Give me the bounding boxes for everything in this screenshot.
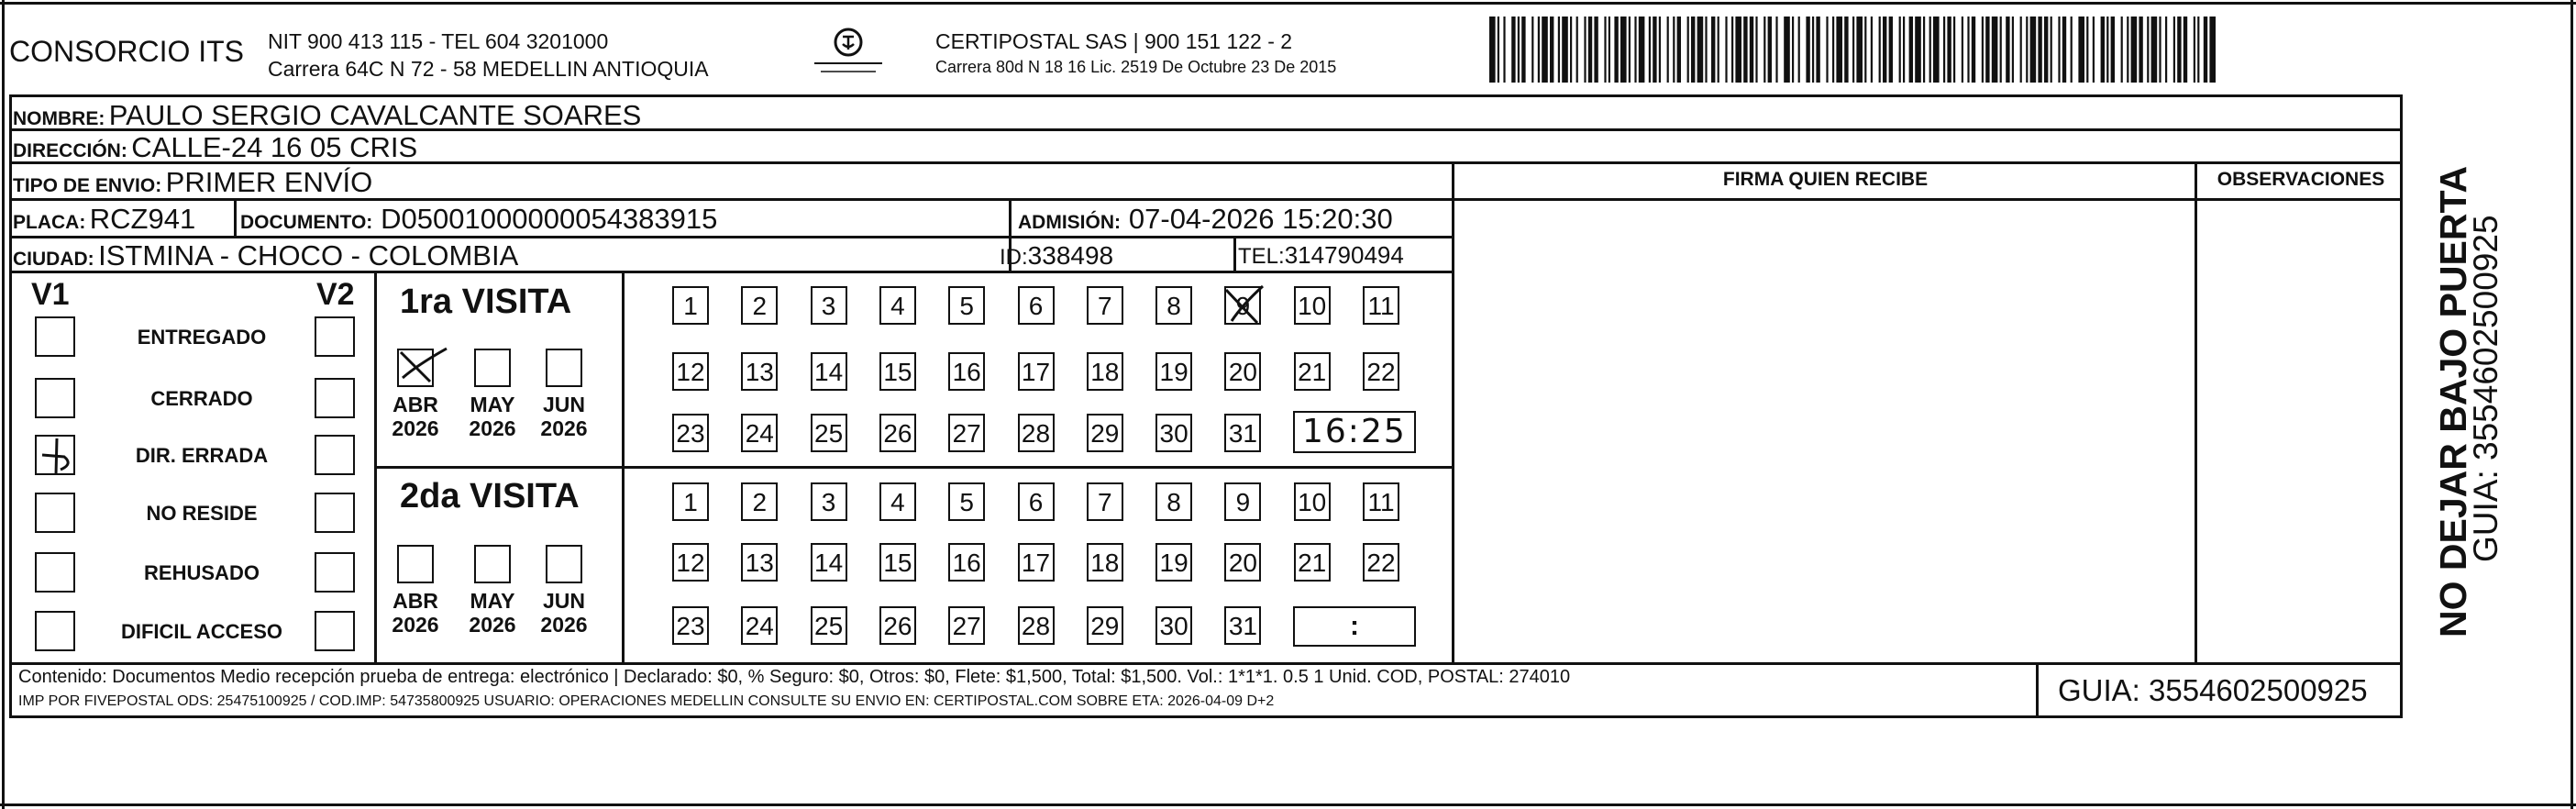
bottom-edge <box>0 803 2576 806</box>
day-box[interactable] <box>1224 414 1261 452</box>
day-number: 28 <box>1021 419 1051 448</box>
day-box[interactable] <box>1018 414 1055 452</box>
visit1-time-box[interactable] <box>1293 411 1416 453</box>
observaciones-left-line <box>2195 161 2197 662</box>
day-box[interactable] <box>811 482 847 521</box>
day-number: 26 <box>883 612 912 640</box>
day-number: 12 <box>676 358 705 386</box>
day-box[interactable] <box>948 606 985 645</box>
month-label <box>465 393 520 440</box>
left-edge <box>2 0 5 809</box>
day-box[interactable] <box>741 482 778 521</box>
tel-value: 314790494 <box>1284 241 1404 269</box>
day-number: 18 <box>1090 549 1120 577</box>
day-number: 30 <box>1159 612 1188 640</box>
day-number: 17 <box>1021 549 1051 577</box>
day-box[interactable] <box>741 414 778 452</box>
carrier-name: CERTIPOSTAL SAS | 900 151 122 - 2 <box>935 29 1293 53</box>
visit1-title: 1ra VISITA <box>400 283 572 321</box>
v2-checkbox[interactable] <box>315 552 355 593</box>
day-number: 9 <box>1235 292 1251 320</box>
day-number: 29 <box>1090 612 1120 640</box>
nombre-row <box>13 99 641 132</box>
day-number: 25 <box>814 419 844 448</box>
v2-checkbox[interactable] <box>315 378 355 418</box>
handwritten-mark-icon <box>37 437 77 477</box>
day-number: 4 <box>890 292 905 320</box>
documento-label: DOCUMENTO: <box>240 212 373 233</box>
tipo-label: TIPO DE ENVIO: <box>13 175 162 196</box>
day-number: 19 <box>1159 549 1188 577</box>
day-box[interactable] <box>741 286 778 325</box>
day-number: 22 <box>1366 549 1396 577</box>
day-number: 10 <box>1298 292 1327 320</box>
month-name: JUN <box>542 589 585 613</box>
day-box[interactable] <box>879 482 916 521</box>
footer-guia-divider <box>2036 662 2039 717</box>
day-box[interactable] <box>811 543 847 582</box>
day-number: 12 <box>676 549 705 577</box>
day-number: 29 <box>1090 419 1120 448</box>
day-number: 3 <box>821 488 836 516</box>
day-number: 24 <box>745 612 774 640</box>
day-number: 20 <box>1228 549 1257 577</box>
day-box[interactable] <box>1363 352 1399 391</box>
day-number: 16 <box>952 358 981 386</box>
month-year: 2026 <box>540 613 588 637</box>
v2-checkbox[interactable] <box>315 611 355 651</box>
day-number: 27 <box>952 612 981 640</box>
placa-value: RCZ941 <box>89 203 196 235</box>
barcode <box>1486 17 2219 83</box>
footer-line <box>9 662 2403 665</box>
day-number: 8 <box>1166 488 1181 516</box>
day-number: 30 <box>1159 419 1188 448</box>
month-year: 2026 <box>469 416 516 440</box>
month-year: 2026 <box>540 416 588 440</box>
barcode-graphic <box>1486 17 2219 83</box>
company-address: Carrera 64C N 72 - 58 MEDELLIN ANTIOQUIA <box>268 57 709 81</box>
visit2-title: 2da VISITA <box>400 477 580 515</box>
visit-divider <box>374 466 1454 469</box>
month-name: MAY <box>470 393 515 416</box>
ciudad-label: CIUDAD: <box>13 249 94 270</box>
day-box[interactable] <box>1155 286 1192 325</box>
top-edge <box>0 2 2576 5</box>
day-box[interactable] <box>1155 543 1192 582</box>
day-number: 1 <box>683 488 698 516</box>
day-number: 4 <box>890 488 905 516</box>
documento-value: D050010000000543839​15 <box>381 203 718 235</box>
id-row <box>1000 241 1113 271</box>
day-box[interactable] <box>948 414 985 452</box>
day-box[interactable] <box>1018 482 1055 521</box>
day-box[interactable] <box>1155 482 1192 521</box>
day-number: 18 <box>1090 358 1120 386</box>
day-box[interactable] <box>672 286 709 325</box>
day-box[interactable] <box>811 352 847 391</box>
footer-imp: IMP POR FIVEPOSTAL ODS: 25475100925 / COD.IMP: 54735800925 USUARIO: OPERACIONES MEDELLIN CONSULTE SU ENVIO EN: CERTIPOSTAL.COM SOBRE ETA: 2026-04-09 D+2 <box>18 693 1275 709</box>
day-box[interactable] <box>948 352 985 391</box>
day-box[interactable] <box>1224 352 1261 391</box>
v1-checkbox[interactable] <box>35 493 75 533</box>
day-box[interactable] <box>1155 606 1192 645</box>
admision-row <box>1018 203 1393 236</box>
status-label: REHUSADO <box>144 561 260 584</box>
no-dejar-bajo-puerta: NO DEJAR BAJO PUERTA <box>2432 165 2474 637</box>
day-number: 13 <box>745 358 774 386</box>
firma-header-text: FIRMA QUIEN RECIBE <box>1722 169 1929 190</box>
day-box[interactable] <box>879 352 916 391</box>
day-number: 1 <box>683 292 698 320</box>
month-label <box>536 589 591 637</box>
month-year: 2026 <box>392 613 439 637</box>
day-box[interactable] <box>948 543 985 582</box>
day-number: 28 <box>1021 612 1051 640</box>
placa-divider <box>234 198 237 237</box>
right-edge <box>2570 0 2573 809</box>
day-box[interactable] <box>1087 606 1123 645</box>
nombre-label: NOMBRE: <box>13 108 105 129</box>
day-box[interactable] <box>672 543 709 582</box>
day-box[interactable] <box>1018 543 1055 582</box>
day-number: 25 <box>814 612 844 640</box>
day-number: 5 <box>959 292 974 320</box>
day-number: 23 <box>676 612 705 640</box>
day-box[interactable] <box>1294 482 1331 521</box>
day-number: 11 <box>1367 488 1395 516</box>
month-label <box>388 589 443 637</box>
status-label: ENTREGADO <box>137 326 267 349</box>
status-label: CERRADO <box>150 387 253 410</box>
carrier-logo-icon <box>807 24 890 79</box>
day-box[interactable] <box>1155 352 1192 391</box>
day-box[interactable] <box>1018 352 1055 391</box>
row-line-4 <box>9 236 1454 238</box>
day-box[interactable] <box>741 543 778 582</box>
day-box[interactable] <box>879 414 916 452</box>
day-number: 8 <box>1166 292 1181 320</box>
status-label: DIR. ERRADA <box>135 444 269 467</box>
month-name: JUN <box>542 393 585 416</box>
day-number: 31 <box>1228 612 1257 640</box>
day-number: 16 <box>952 549 981 577</box>
day-number: 7 <box>1098 488 1112 516</box>
day-number: 3 <box>821 292 836 320</box>
day-box[interactable] <box>879 543 916 582</box>
day-number: 14 <box>814 358 844 386</box>
day-box[interactable] <box>1087 482 1123 521</box>
day-box[interactable] <box>811 606 847 645</box>
tel-row <box>1238 241 1404 270</box>
day-number: 10 <box>1298 488 1327 516</box>
day-number: 15 <box>883 549 912 577</box>
placa-row <box>13 203 195 236</box>
day-box[interactable] <box>741 606 778 645</box>
tipo-value: PRIMER ENVÍO <box>165 166 373 198</box>
nombre-value: PAULO SERGIO CAVALCANTE SOARES <box>108 99 642 131</box>
day-box[interactable] <box>1224 286 1261 325</box>
documento-row <box>240 203 717 236</box>
day-number: 14 <box>814 549 844 577</box>
v1-checkbox[interactable] <box>35 435 75 475</box>
day-box[interactable] <box>1294 543 1331 582</box>
day-box[interactable] <box>1294 286 1331 325</box>
day-number: 17 <box>1021 358 1051 386</box>
day-box[interactable] <box>879 606 916 645</box>
direccion-label: DIRECCIÓN: <box>13 140 127 161</box>
day-number: 6 <box>1028 292 1044 320</box>
v1-checkbox[interactable] <box>35 378 75 418</box>
firma-header <box>1456 169 2195 191</box>
day-number: 13 <box>745 549 774 577</box>
month-name: ABR <box>392 589 438 613</box>
month-checkbox[interactable] <box>397 349 434 387</box>
day-box[interactable] <box>741 352 778 391</box>
handwritten-x-icon <box>397 345 452 383</box>
day-number: 22 <box>1366 358 1396 386</box>
day-box[interactable] <box>672 414 709 452</box>
placa-label: PLACA: <box>13 212 86 233</box>
tel-divider <box>1233 236 1236 271</box>
month-label <box>388 393 443 440</box>
day-number: 31 <box>1228 419 1257 448</box>
day-number: 27 <box>952 419 981 448</box>
day-number: 20 <box>1228 358 1257 386</box>
day-box[interactable] <box>672 606 709 645</box>
direccion-value: CALLE-24 16 05 CRIS <box>131 131 418 163</box>
company-name: CONSORCIO ITS <box>9 35 245 68</box>
carrier-license: Carrera 80d N 18 16 Lic. 2519 De Octubre 23 De 2015 <box>935 58 1337 76</box>
day-number: 15 <box>883 358 912 386</box>
day-box[interactable] <box>1363 482 1399 521</box>
month-label <box>465 589 520 637</box>
day-number: 6 <box>1028 488 1044 516</box>
day-box[interactable] <box>1363 543 1399 582</box>
day-box[interactable] <box>1018 286 1055 325</box>
day-box[interactable] <box>1294 352 1331 391</box>
observaciones-header-text: OBSERVACIONES <box>2217 169 2385 190</box>
visit2-time-box[interactable] <box>1293 606 1416 647</box>
day-box[interactable] <box>948 286 985 325</box>
month-year: 2026 <box>392 416 439 440</box>
day-number: 9 <box>1235 488 1251 516</box>
side-guia: GUIA: 3554602500925 <box>2467 215 2504 562</box>
v2-checkbox[interactable] <box>315 435 355 475</box>
admision-value: 07-04-2026 15:20:30 <box>1128 203 1393 235</box>
status-label: DIFICIL ACCESO <box>120 620 282 643</box>
day-number: 19 <box>1159 358 1188 386</box>
day-box[interactable] <box>811 286 847 325</box>
day-box[interactable] <box>1363 286 1399 325</box>
day-number: 21 <box>1298 549 1327 577</box>
day-box[interactable] <box>1087 543 1123 582</box>
day-number: 21 <box>1298 358 1327 386</box>
handwritten-x-icon <box>1221 281 1270 340</box>
side-text-block <box>2408 115 2504 637</box>
day-box[interactable] <box>1087 414 1123 452</box>
day-box[interactable] <box>1224 482 1261 521</box>
visit2-time: : <box>1350 611 1359 641</box>
month-checkbox[interactable] <box>546 349 582 387</box>
day-box[interactable] <box>1018 606 1055 645</box>
day-number: 2 <box>752 488 768 516</box>
visit1-time: 16:25 <box>1302 413 1407 450</box>
v1-checkbox[interactable] <box>35 611 75 651</box>
day-number: 24 <box>745 419 774 448</box>
month-checkbox[interactable] <box>546 545 582 583</box>
ciudad-value: ISTMINA - CHOCO - COLOMBIA <box>98 239 519 272</box>
month-year: 2026 <box>469 613 516 637</box>
month-checkbox[interactable] <box>474 349 511 387</box>
direccion-row <box>13 131 417 164</box>
day-box[interactable] <box>1087 352 1123 391</box>
day-number: 23 <box>676 419 705 448</box>
v2-label: V2 <box>316 277 355 312</box>
day-box[interactable] <box>1224 543 1261 582</box>
v1-checkbox[interactable] <box>35 316 75 357</box>
observaciones-header <box>2199 169 2403 191</box>
month-name: ABR <box>392 393 438 416</box>
month-checkbox[interactable] <box>397 545 434 583</box>
v1-checkbox[interactable] <box>35 552 75 593</box>
v2-checkbox[interactable] <box>315 493 355 533</box>
footer-guia: GUIA: 3554602500925 <box>2058 673 2368 707</box>
day-box[interactable] <box>948 482 985 521</box>
company-nit: NIT 900 413 115 - TEL 604 3201000 <box>268 29 609 53</box>
day-box[interactable] <box>1155 414 1192 452</box>
admision-label: ADMISIÓN: <box>1018 212 1121 233</box>
id-label: ID: <box>1000 245 1028 270</box>
day-box[interactable] <box>672 482 709 521</box>
status-label: NO RESIDE <box>146 502 258 525</box>
day-box[interactable] <box>1087 286 1123 325</box>
id-value: 338498 <box>1027 241 1114 270</box>
day-box[interactable] <box>879 286 916 325</box>
day-number: 11 <box>1367 292 1395 320</box>
v1-label: V1 <box>31 277 70 312</box>
day-number: 5 <box>959 488 974 516</box>
tel-label: TEL: <box>1238 244 1285 269</box>
month-name: MAY <box>470 589 515 613</box>
v2-checkbox[interactable] <box>315 316 355 357</box>
carrier-logo <box>807 24 890 79</box>
day-box[interactable] <box>672 352 709 391</box>
footer-content: Contenido: Documentos Medio recepción prueba de entrega: electrónico | Declarado: $0, % Seguro: $0, Otros: $0, Flete: $1,500, Total: $1,500. Vol.: 1*1*1. 0.5 1 Unid. COD, POSTAL: 274010 <box>18 667 1571 687</box>
day-number: 7 <box>1098 292 1112 320</box>
day-number: 26 <box>883 419 912 448</box>
day-number: 2 <box>752 292 768 320</box>
firma-left-line <box>1452 161 1454 662</box>
tipo-row <box>13 166 372 199</box>
day-box[interactable] <box>811 414 847 452</box>
day-box[interactable] <box>1224 606 1261 645</box>
month-checkbox[interactable] <box>474 545 511 583</box>
ciudad-row <box>13 239 518 272</box>
month-label <box>536 393 591 440</box>
